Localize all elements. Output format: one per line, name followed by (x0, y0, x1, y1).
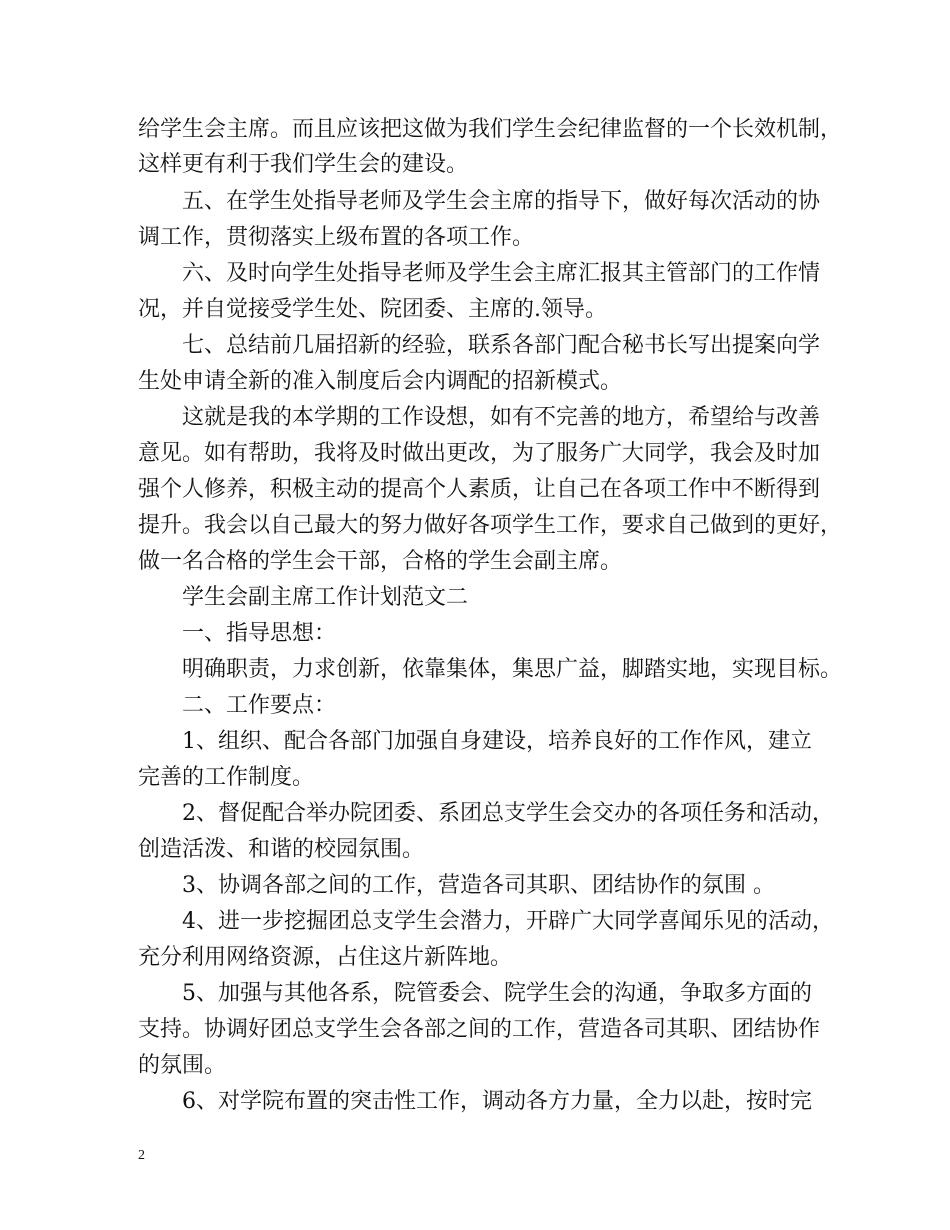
text-line: 充分利用网络资源，占住这片新阵地。 (138, 945, 513, 970)
text-line: 五、在学生处指导老师及学生会主席的指导下，做好每次活动的协 (182, 189, 821, 214)
text-line: 3、协调各部之间的工作，营造各司其职、团结协作的氛围 。 (182, 873, 775, 898)
text-line: 六、及时向学生处指导老师及学生会主席汇报其主管部门的工作情 (182, 261, 821, 286)
page-number: 2 (138, 1148, 145, 1163)
text-line: 做一名合格的学生会干部，合格的学生会副主席。 (138, 549, 623, 574)
text-line: 1、组织、配合各部门加强自身建设，培养良好的工作作风，建立 (182, 729, 812, 754)
text-line: 完善的工作制度。 (138, 765, 315, 790)
text-line: 支持。协调好团总支学生会各部之间的工作，营造各司其职、团结协作 (138, 1017, 821, 1042)
text-line: 强个人修养，积极主动的提高个人素质，让自己在各项工作中不断得到 (138, 477, 821, 502)
text-line: 二、工作要点： (182, 693, 337, 718)
text-line: 意见。如有帮助，我将及时做出更改，为了服务广大同学，我会及时加 (138, 441, 821, 466)
text-line: 生处申请全新的准入制度后会内调配的招新模式。 (138, 369, 623, 394)
text-line: 的氛围。 (138, 1053, 227, 1078)
text-line: 调工作，贯彻落实上级布置的各项工作。 (138, 225, 535, 250)
text-line: 4、进一步挖掘团总支学生会潜力，开辟广大同学喜闻乐见的活动， (182, 909, 834, 934)
text-line: 2、督促配合举办院团委、系团总支学生会交办的各项任务和活动， (182, 801, 834, 826)
section-heading: 学生会副主席工作计划范文二 (182, 585, 469, 610)
text-line: 给学生会主席。而且应该把这做为我们学生会纪律监督的一个长效机制， (138, 117, 843, 142)
text-line: 提升。我会以自己最大的努力做好各项学生工作，要求自己做到的更好， (138, 513, 843, 538)
text-line: 这样更有利于我们学生会的建设。 (138, 152, 469, 177)
text-line: 一、指导思想： (182, 621, 337, 646)
text-line: 七、总结前几届招新的经验，联系各部门配合秘书长写出提案向学 (182, 333, 821, 358)
text-line: 明确职责，力求创新，依靠集体，集思广益，脚踏实地，实现目标。 (182, 657, 843, 682)
text-line: 6、对学院布置的突击性工作，调动各方力量，全力以赴，按时完 (182, 1089, 812, 1114)
text-line: 5、加强与其他各系，院管委会、院学生会的沟通，争取多方面的 (182, 981, 812, 1006)
text-line: 况，并自觉接受学生处、院团委、主席的.领导。 (138, 297, 607, 322)
text-line: 这就是我的本学期的工作设想，如有不完善的地方，希望给与改善 (182, 405, 821, 430)
text-line: 创造活泼、和谐的校园氛围。 (138, 837, 425, 862)
